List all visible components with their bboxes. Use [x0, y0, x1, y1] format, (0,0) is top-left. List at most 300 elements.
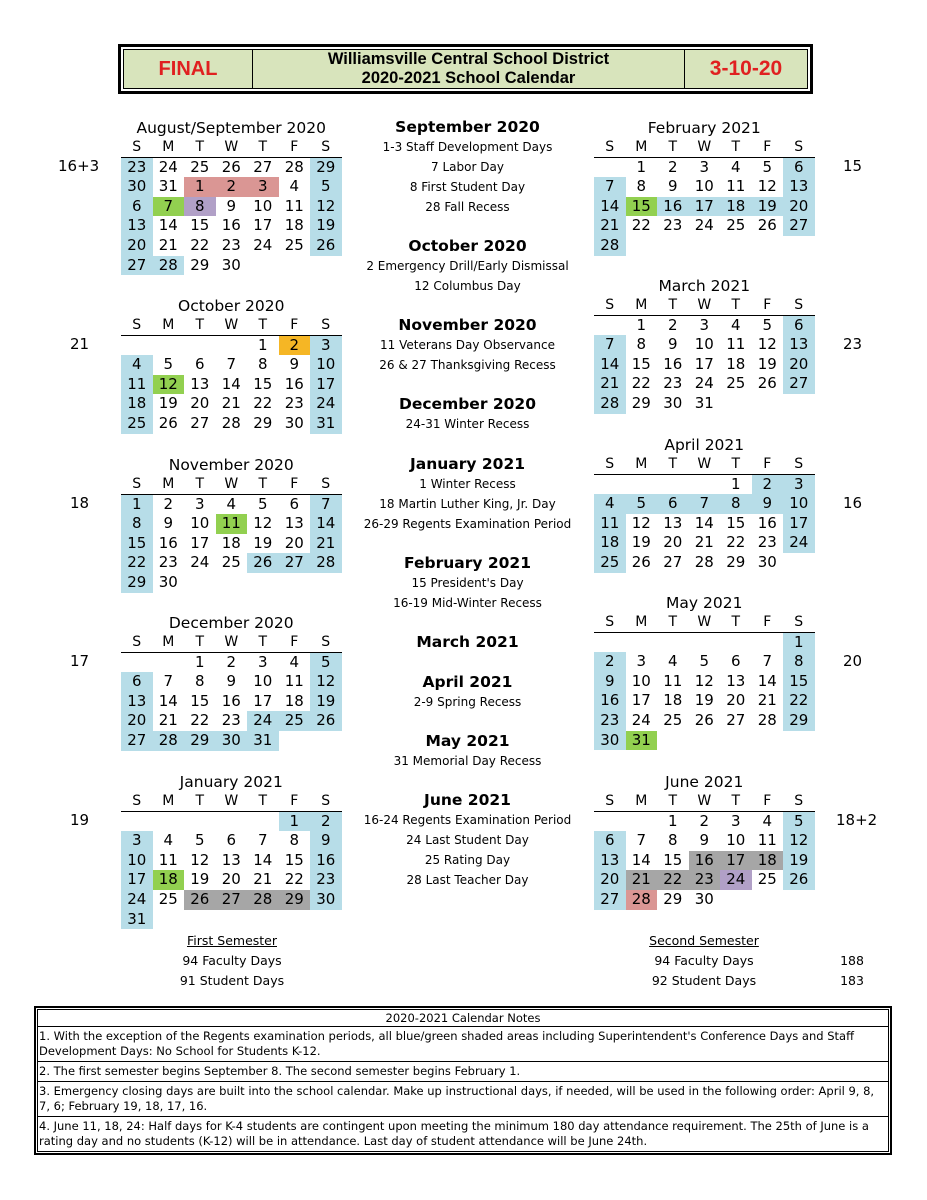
month-grid — [594, 792, 815, 910]
calendar-day: 21 — [626, 870, 658, 890]
calendar-day: 7 — [689, 494, 721, 514]
calendar-day: 1 — [667, 811, 678, 830]
events-nov — [350, 315, 585, 375]
calendar-day: 2 — [667, 315, 678, 334]
day-count-feb: 15 — [843, 157, 863, 175]
calendar-day: 17 — [694, 354, 714, 373]
calendar-day: 9 — [667, 335, 678, 354]
month-title: May 2021 — [666, 594, 743, 612]
calendar-day: 17 — [121, 870, 153, 890]
calendar-notes — [34, 1006, 892, 1155]
weekday-header: S — [121, 633, 153, 653]
calendar-day: 5 — [163, 355, 174, 374]
weekday-header: M — [626, 138, 658, 158]
calendar-day: 25 — [221, 553, 241, 572]
calendar-day: 11 — [594, 514, 626, 534]
weekday-header: T — [720, 296, 752, 316]
calendar-day: 26 — [221, 157, 241, 176]
empty-day — [594, 316, 626, 336]
calendar-day: 8 — [121, 514, 153, 534]
calendar-day: 1 — [194, 652, 205, 671]
events-dec — [350, 394, 585, 434]
calendar-day: 10 — [694, 335, 714, 354]
calendar-day: 28 — [221, 413, 241, 432]
calendar-day: 5 — [310, 177, 342, 197]
calendar-day: 17 — [783, 514, 815, 534]
calendar-day: 8 — [636, 335, 647, 354]
event-item: 1-3 Staff Development Days — [382, 140, 553, 154]
weekday-header: W — [216, 633, 248, 653]
calendar-day: 25 — [757, 870, 777, 889]
note-item: 3. Emergency closing days are built into the school calendar. Make up instructional days, if needed, will be used in the following order: April 9, 8, 7, 6; February 19, 18, 17, 16. — [38, 1082, 888, 1117]
calendar-day: 28 — [153, 256, 185, 276]
calendar-day: 4 — [730, 315, 741, 334]
month-nov — [121, 455, 342, 593]
empty-day — [657, 633, 689, 653]
month-apr — [594, 435, 815, 573]
weekday-header: S — [594, 613, 626, 633]
calendar-day: 19 — [158, 394, 178, 413]
calendar-day: 20 — [190, 394, 210, 413]
weekday-header: W — [689, 792, 721, 812]
calendar-day: 12 — [310, 672, 342, 692]
calendar-day: 11 — [726, 177, 746, 196]
calendar-day: 18 — [720, 197, 752, 217]
calendar-day: 24 — [783, 533, 815, 553]
weekday-header: S — [310, 633, 342, 653]
calendar-day: 14 — [221, 374, 241, 393]
revision-date: 3-10-20 — [709, 57, 783, 80]
calendar-day: 3 — [699, 157, 710, 176]
calendar-day: 17 — [720, 851, 752, 871]
header-title — [253, 50, 685, 88]
calendar-day: 19 — [190, 870, 210, 889]
calendar-day: 9 — [699, 831, 710, 850]
calendar-day: 28 — [284, 157, 304, 176]
calendar-day: 22 — [726, 533, 746, 552]
calendar-day: 29 — [253, 413, 273, 432]
month-grid — [121, 633, 342, 751]
calendar-day: 10 — [310, 355, 342, 375]
empty-day — [153, 336, 185, 356]
calendar-day: 3 — [699, 315, 710, 334]
event-item: 2 Emergency Drill/Early Dismissal — [366, 259, 569, 273]
calendar-day: 1 — [636, 157, 647, 176]
calendar-day: 18 — [121, 394, 153, 414]
event-item: 1 Winter Recess — [419, 477, 516, 491]
calendar-day: 8 — [257, 355, 268, 374]
day-count-apr: 16 — [843, 494, 863, 512]
weekday-header: S — [594, 296, 626, 316]
calendar-day: 30 — [694, 889, 714, 908]
calendar-day: 1 — [184, 177, 216, 197]
month-grid — [594, 138, 815, 256]
calendar-day: 18 — [284, 216, 304, 235]
weekday-header: T — [184, 316, 216, 336]
day-count-dec: 17 — [70, 652, 90, 670]
empty-day — [689, 633, 721, 653]
calendar-day: 24 — [121, 890, 153, 910]
calendar-day: 17 — [253, 216, 273, 235]
calendar-day: 8 — [783, 652, 815, 672]
event-heading: February 2021 — [404, 554, 531, 572]
weekday-header: W — [689, 455, 721, 475]
calendar-day: 26 — [158, 413, 178, 432]
weekday-header: S — [121, 792, 153, 812]
calendar-day: 16 — [594, 691, 626, 711]
calendar-day: 3 — [310, 336, 342, 356]
event-item: 15 President's Day — [411, 576, 524, 590]
calendar-day: 13 — [783, 335, 815, 355]
calendar-day: 27 — [783, 374, 815, 394]
weekday-header: T — [247, 633, 279, 653]
weekday-header: M — [153, 138, 185, 158]
calendar-day: 13 — [726, 671, 746, 690]
weekday-header: T — [720, 455, 752, 475]
event-heading: September 2020 — [395, 118, 540, 136]
month-feb — [594, 118, 815, 256]
calendar-day: 19 — [253, 533, 273, 552]
calendar-day: 1 — [279, 812, 311, 832]
weekday-header: F — [279, 138, 311, 158]
month-grid — [594, 296, 815, 414]
event-heading: March 2021 — [416, 633, 519, 651]
event-item: 28 Fall Recess — [425, 200, 510, 214]
calendar-day: 24 — [158, 157, 178, 176]
calendar-day: 10 — [694, 177, 714, 196]
calendar-day: 18 — [752, 851, 784, 871]
calendar-day: 23 — [121, 158, 153, 178]
weekday-header: S — [783, 792, 815, 812]
calendar-day: 27 — [594, 890, 626, 910]
weekday-header: S — [783, 455, 815, 475]
weekday-header: W — [689, 138, 721, 158]
weekday-header: W — [216, 316, 248, 336]
calendar-day: 2 — [226, 652, 237, 671]
calendar-day: 7 — [226, 355, 237, 374]
calendar-day: 22 — [657, 870, 689, 890]
calendar-day: 14 — [631, 850, 651, 869]
events-feb — [350, 553, 585, 613]
calendar-day: 10 — [253, 672, 273, 691]
calendar-day: 30 — [310, 890, 342, 910]
calendar-day: 19 — [631, 533, 651, 552]
calendar-day: 12 — [694, 671, 714, 690]
first-semester-title: First Semester — [186, 933, 277, 948]
calendar-day: 21 — [594, 374, 626, 394]
weekday-header: S — [121, 316, 153, 336]
month-jan — [121, 772, 342, 929]
calendar-day: 4 — [667, 652, 678, 671]
calendar-day: 25 — [726, 374, 746, 393]
calendar-day: 29 — [121, 573, 153, 593]
calendar-day: 30 — [284, 413, 304, 432]
calendar-day: 1 — [121, 495, 153, 515]
weekday-header: S — [310, 316, 342, 336]
calendar-day: 24 — [631, 710, 651, 729]
calendar-day: 17 — [190, 533, 210, 552]
month-title: February 2021 — [647, 119, 761, 137]
calendar-day: 15 — [121, 534, 153, 554]
calendar-day: 20 — [121, 236, 153, 256]
event-item: 7 Labor Day — [431, 160, 504, 174]
empty-day — [184, 812, 216, 832]
first-semester-summary — [132, 931, 332, 991]
calendar-day: 6 — [194, 355, 205, 374]
calendar-day: 29 — [663, 889, 683, 908]
calendar-day: 11 — [663, 671, 683, 690]
day-count-nov: 18 — [70, 494, 90, 512]
calendar-day: 25 — [158, 889, 178, 908]
calendar-day: 29 — [726, 552, 746, 571]
calendar-day: 29 — [783, 711, 815, 731]
calendar-day: 18 — [594, 533, 626, 553]
calendar-day: 13 — [783, 177, 815, 197]
calendar-day: 25 — [279, 711, 311, 731]
calendar-day: 3 — [783, 475, 815, 495]
first-semester-faculty-days: 94 Faculty Days — [182, 953, 282, 968]
calendar-day: 26 — [247, 553, 279, 573]
calendar-day: 16 — [221, 216, 241, 235]
calendar-day: 24 — [694, 374, 714, 393]
calendar-day: 20 — [783, 355, 815, 375]
events-jun — [350, 790, 585, 890]
calendar-day: 23 — [757, 533, 777, 552]
calendar-day: 23 — [284, 394, 304, 413]
calendar-day: 16 — [310, 851, 342, 871]
calendar-day: 30 — [594, 731, 626, 751]
event-item: 25 Rating Day — [424, 853, 511, 867]
calendar-day: 24 — [247, 711, 279, 731]
calendar-day: 15 — [726, 513, 746, 532]
calendar-day: 18 — [726, 354, 746, 373]
weekday-header: T — [184, 138, 216, 158]
calendar-day: 8 — [289, 831, 300, 850]
event-item: 16-24 Regents Examination Period — [363, 813, 572, 827]
events-apr — [350, 672, 585, 712]
weekday-header: M — [626, 296, 658, 316]
calendar-day: 21 — [310, 534, 342, 554]
calendar-day: 27 — [216, 890, 248, 910]
weekday-header: T — [720, 613, 752, 633]
calendar-day: 6 — [121, 672, 153, 692]
month-grid — [121, 792, 342, 929]
weekday-header: T — [720, 792, 752, 812]
calendar-day: 11 — [757, 831, 777, 850]
calendar-day: 6 — [730, 652, 741, 671]
calendar-day: 30 — [221, 255, 241, 274]
calendar-day: 13 — [121, 692, 153, 712]
event-item: 24-31 Winter Recess — [405, 417, 530, 431]
weekday-header: T — [247, 475, 279, 495]
calendar-day: 22 — [121, 553, 153, 573]
calendar-day: 19 — [310, 216, 342, 236]
calendar-day: 23 — [310, 870, 342, 890]
calendar-day: 28 — [594, 394, 626, 414]
calendar-day: 22 — [631, 216, 651, 235]
calendar-day: 9 — [594, 672, 626, 692]
calendar-day: 20 — [221, 870, 241, 889]
calendar-day: 16 — [689, 851, 721, 871]
calendar-day: 7 — [594, 177, 626, 197]
district-name: Williamsville Central School District — [327, 50, 610, 68]
calendar-day: 27 — [279, 553, 311, 573]
day-count-may: 20 — [843, 652, 863, 670]
calendar-day: 29 — [190, 255, 210, 274]
calendar-day: 27 — [783, 216, 815, 236]
event-heading: June 2021 — [424, 791, 511, 809]
calendar-day: 26 — [694, 710, 714, 729]
month-mar — [594, 276, 815, 414]
calendar-title: 2020-2021 School Calendar — [361, 69, 576, 87]
calendar-header — [118, 44, 813, 94]
empty-day — [153, 812, 185, 832]
second-semester-faculty-days: 94 Faculty Days — [654, 953, 754, 968]
calendar-day: 19 — [310, 692, 342, 712]
calendar-day: 10 — [121, 851, 153, 871]
calendar-day: 28 — [310, 553, 342, 573]
calendar-day: 8 — [636, 177, 647, 196]
empty-day — [216, 336, 248, 356]
calendar-day: 14 — [310, 514, 342, 534]
empty-day — [594, 633, 626, 653]
calendar-day: 22 — [783, 691, 815, 711]
empty-day — [594, 158, 626, 178]
calendar-day: 28 — [626, 890, 658, 910]
calendar-day: 19 — [783, 851, 815, 871]
calendar-day: 5 — [762, 157, 773, 176]
events-mar — [350, 632, 585, 652]
calendar-day: 8 — [184, 197, 216, 217]
calendar-day: 13 — [221, 850, 241, 869]
calendar-day: 6 — [783, 316, 815, 336]
calendar-day: 21 — [158, 235, 178, 254]
empty-day — [216, 812, 248, 832]
calendar-day: 19 — [694, 691, 714, 710]
note-item: 4. June 11, 18, 24: Half days for K-4 students are contingent upon meeting the minimum 180 day attendance requirement. The 25th of June is a rating day and no students (K-12) will be in attendance. Last day of student attendance will be June 24th. — [39, 1119, 869, 1148]
weekday-header: S — [594, 455, 626, 475]
calendar-day: 22 — [190, 235, 210, 254]
calendar-day: 5 — [310, 653, 342, 673]
weekday-header: S — [783, 138, 815, 158]
calendar-day: 16 — [284, 374, 304, 393]
calendar-day: 24 — [253, 235, 273, 254]
year-totals — [832, 951, 872, 991]
calendar-day: 27 — [121, 731, 153, 751]
calendar-day: 20 — [726, 691, 746, 710]
calendar-day: 7 — [762, 652, 773, 671]
calendar-day: 2 — [216, 177, 248, 197]
calendar-day: 27 — [726, 710, 746, 729]
calendar-day: 5 — [194, 831, 205, 850]
calendar-day: 30 — [158, 572, 178, 591]
month-title: December 2020 — [168, 614, 294, 632]
calendar-day: 14 — [253, 850, 273, 869]
empty-day — [121, 653, 153, 673]
weekday-header: T — [247, 138, 279, 158]
weekday-header: F — [752, 613, 784, 633]
calendar-day: 31 — [158, 177, 178, 196]
calendar-day: 15 — [190, 691, 210, 710]
weekday-header: T — [184, 633, 216, 653]
calendar-day: 31 — [121, 910, 153, 930]
calendar-day: 11 — [121, 375, 153, 395]
calendar-day: 21 — [253, 870, 273, 889]
calendar-day: 31 — [626, 731, 658, 751]
calendar-day: 26 — [757, 374, 777, 393]
calendar-day: 12 — [190, 850, 210, 869]
day-count-mar: 23 — [843, 335, 863, 353]
calendar-day: 17 — [631, 691, 651, 710]
calendar-day: 26 — [310, 711, 342, 731]
calendar-day: 12 — [757, 335, 777, 354]
weekday-header: T — [657, 455, 689, 475]
calendar-day: 7 — [636, 831, 647, 850]
weekday-header: M — [626, 455, 658, 475]
event-heading: May 2021 — [425, 732, 510, 750]
empty-day — [720, 633, 752, 653]
calendar-day: 1 — [257, 335, 268, 354]
calendar-day: 11 — [284, 196, 304, 215]
weekday-header: S — [783, 296, 815, 316]
calendar-day: 4 — [163, 831, 174, 850]
empty-day — [594, 475, 626, 495]
calendar-day: 24 — [190, 553, 210, 572]
calendar-day: 20 — [663, 533, 683, 552]
calendar-day: 21 — [158, 711, 178, 730]
calendar-day: 9 — [289, 355, 300, 374]
calendar-day: 22 — [631, 374, 651, 393]
weekday-header: F — [752, 296, 784, 316]
weekday-header: S — [310, 138, 342, 158]
notes-title: 2020-2021 Calendar Notes — [38, 1010, 888, 1027]
calendar-day: 23 — [221, 235, 241, 254]
month-may — [594, 593, 815, 750]
event-item: 11 Veterans Day Observance — [380, 338, 555, 352]
day-count-augsep: 16+3 — [58, 157, 100, 175]
day-count-jun: 18+2 — [836, 811, 878, 829]
calendar-day: 15 — [626, 197, 658, 217]
calendar-day: 30 — [216, 731, 248, 751]
calendar-day: 8 — [720, 494, 752, 514]
calendar-day: 15 — [663, 850, 683, 869]
event-item: 8 First Student Day — [409, 180, 526, 194]
event-item: 28 Last Teacher Day — [406, 873, 529, 887]
weekday-header: S — [594, 138, 626, 158]
calendar-day: 10 — [190, 514, 210, 533]
calendar-day: 9 — [226, 196, 237, 215]
calendar-day: 26 — [757, 216, 777, 235]
calendar-day: 14 — [158, 691, 178, 710]
weekday-header: M — [153, 316, 185, 336]
calendar-day: 10 — [631, 671, 651, 690]
weekday-header: T — [247, 316, 279, 336]
month-title: March 2021 — [658, 277, 751, 295]
calendar-day: 11 — [726, 335, 746, 354]
empty-day — [594, 812, 626, 832]
weekday-header: T — [720, 138, 752, 158]
calendar-day: 25 — [190, 157, 210, 176]
calendar-day: 26 — [184, 890, 216, 910]
calendar-day: 7 — [594, 335, 626, 355]
calendar-day: 6 — [594, 831, 626, 851]
second-semester-summary — [604, 931, 804, 991]
calendar-day: 6 — [289, 494, 300, 513]
event-item: 26-29 Regents Examination Period — [363, 517, 572, 531]
month-title: January 2021 — [179, 773, 283, 791]
weekday-header: F — [279, 316, 311, 336]
calendar-day: 10 — [726, 831, 746, 850]
